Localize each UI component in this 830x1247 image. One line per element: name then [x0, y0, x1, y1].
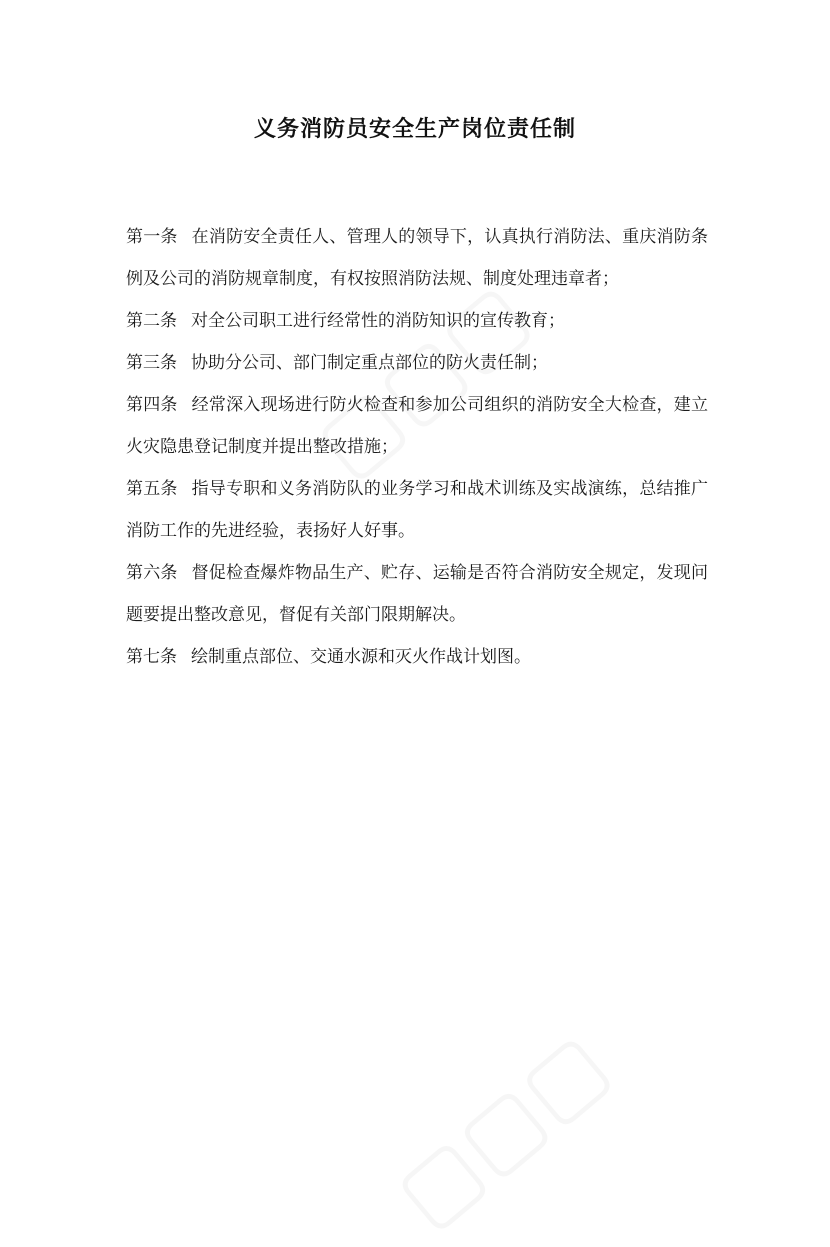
- article-4: [126, 384, 708, 468]
- article-text: 对全公司职工进行经常性的消防知识的宣传教育；: [191, 311, 565, 331]
- document-body: [126, 216, 708, 678]
- article-number: 第七条: [126, 647, 177, 667]
- article-number: 第五条: [126, 479, 178, 499]
- article-3: [126, 342, 708, 384]
- article-number: 第二条: [126, 311, 177, 331]
- article-text: 指导专职和义务消防队的业务学习和战术训练及实战演练，总结推广消防工作的先进经验，表扬好人好事。: [126, 479, 708, 541]
- article-text: 督促检查爆炸物品生产、贮存、运输是否符合消防安全规定，发现问题要提出整改意见，督促有关部门限期解决。: [126, 563, 708, 625]
- article-6: [126, 552, 708, 636]
- article-number: 第六条: [126, 563, 178, 583]
- article-text: 经常深入现场进行防火检查和参加公司组织的消防安全大检查，建立火灾隐患登记制度并提出整改措施；: [126, 395, 708, 457]
- article-text: 在消防安全责任人、管理人的领导下，认真执行消防法、重庆消防条例及公司的消防规章制度，有权按照消防法规、制度处理违章者；: [126, 227, 708, 289]
- article-text: 绘制重点部位、交通水源和灭火作战计划图。: [191, 647, 531, 667]
- document-title: 义务消防员安全生产岗位责任制: [253, 117, 576, 142]
- article-2: [126, 300, 708, 342]
- article-7: [126, 636, 708, 678]
- article-1: [126, 216, 708, 300]
- watermark: [376, 1013, 627, 1246]
- article-number: 第四条: [126, 395, 178, 415]
- article-text: 协助分公司、部门制定重点部位的防火责任制；: [191, 353, 548, 373]
- article-number: 第一条: [126, 227, 178, 247]
- article-5: [126, 468, 708, 552]
- article-number: 第三条: [126, 353, 177, 373]
